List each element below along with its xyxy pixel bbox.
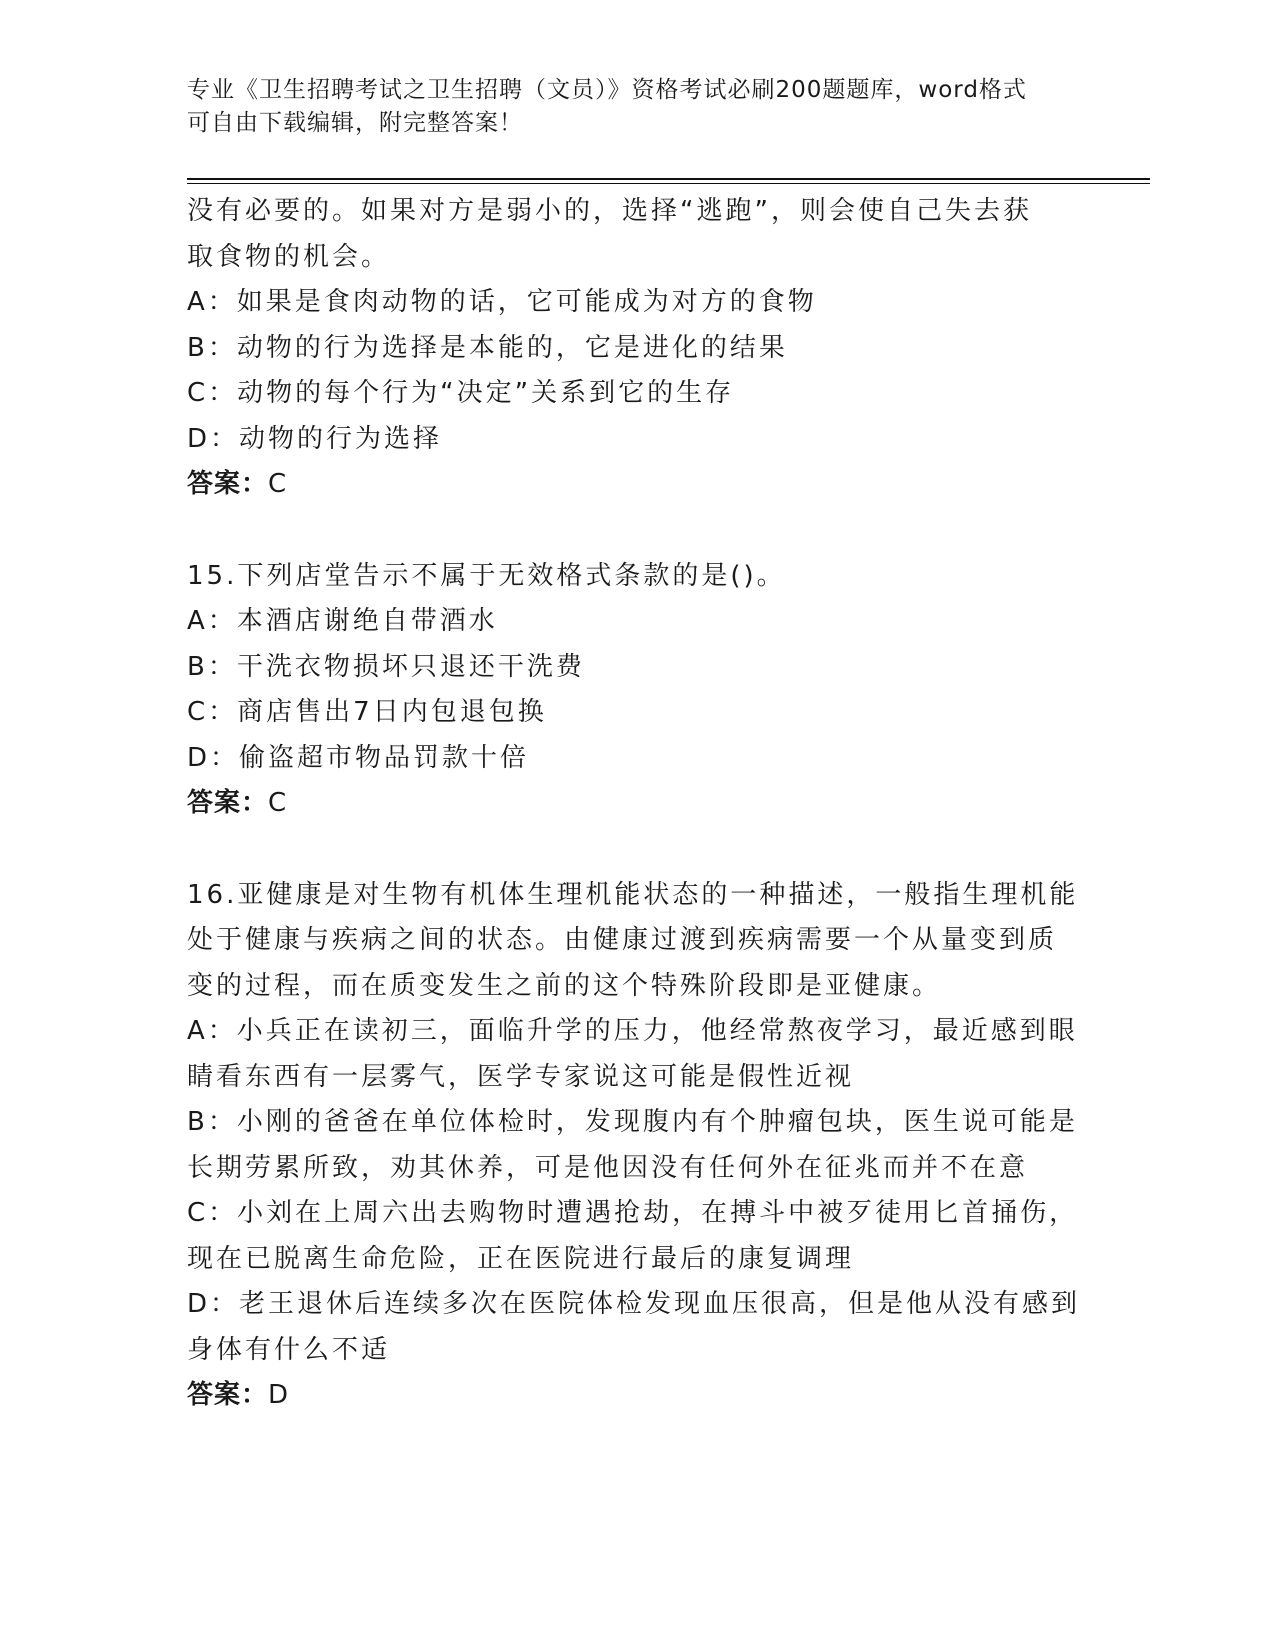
option-d: D：偷盗超市物品罚款十倍 [187, 742, 530, 773]
answer-line [187, 462, 1087, 508]
spacer [187, 508, 1087, 554]
answer-line [187, 781, 1087, 827]
question-text-line: 取食物的机会。 [187, 241, 391, 272]
option-a: A：如果是食肉动物的话，它可能成为对方的食物 [187, 287, 817, 317]
question-text-line: 变的过程，而在质变发生之前的这个特殊阶段即是亚健康。 [187, 970, 942, 1001]
option-b-continued: 长期劳累所致，劝其休养，可是他因没有任何外在征兆而并不在意 [187, 1152, 1029, 1183]
option-c: C：动物的每个行为“决定”关系到它的生存 [187, 378, 735, 408]
option-d: D：老王退休后连续多次在医院体检发现血压很高，但是他从没有感到 [187, 1289, 1081, 1319]
header-line-2: 可自由下载编辑，附完整答案！ [187, 110, 523, 136]
answer-label: 答案： [187, 788, 269, 818]
option-b: B：动物的行为选择是本能的，它是进化的结果 [187, 332, 788, 363]
questions-body [187, 189, 1087, 1419]
option-b: B：干洗衣物损坏只退还干洗费 [187, 651, 585, 682]
answer-line [187, 1373, 1087, 1419]
option-a: A：小兵正在读初三，面临升学的压力，他经常熬夜学习，最近感到眼 [187, 1016, 1078, 1046]
page-header [187, 74, 1067, 140]
answer-value: D [268, 1380, 290, 1410]
header-line-1: 专业《卫生招聘考试之卫生招聘（文员）》资格考试必刷200题题库，word格式 [187, 77, 1027, 103]
header-rule-thin [187, 183, 1150, 184]
header-rule-thick [187, 178, 1150, 180]
answer-label: 答案： [187, 469, 269, 499]
option-a-continued: 睛看东西有一层雾气，医学专家说这可能是假性近视 [187, 1061, 855, 1092]
spacer [187, 827, 1087, 873]
answer-value: C [268, 469, 288, 499]
option-d: D：动物的行为选择 [187, 423, 443, 454]
option-b: B：小刚的爸爸在单位体检时，发现腹内有个肿瘤包块，医生说可能是 [187, 1107, 1078, 1137]
question-15 [187, 554, 1087, 827]
answer-value: C [268, 788, 288, 818]
option-a: A：本酒店谢绝自带酒水 [187, 606, 498, 636]
question-text-line: 15.下列店堂告示不属于无效格式条款的是()。 [187, 560, 786, 591]
question-text-line: 没有必要的。如果对方是弱小的，选择“逃跑”，则会使自己失去获 [187, 196, 1032, 226]
answer-label: 答案： [187, 1380, 269, 1410]
question-text-line: 处于健康与疾病之间的状态。由健康过渡到疾病需要一个从量变到质 [187, 925, 1058, 955]
question-16 [187, 873, 1087, 1419]
option-d-continued: 身体有什么不适 [187, 1334, 391, 1365]
option-c: C：小刘在上周六出去购物时遭遇抢劫，在搏斗中被歹徒用匕首捅伤， [187, 1198, 1079, 1228]
question-text-line: 16.亚健康是对生物有机体生理机能状态的一种描述，一般指生理机能 [187, 879, 1079, 910]
option-c: C：商店售出7日内包退包换 [187, 697, 547, 727]
option-c-continued: 现在已脱离生命危险，正在医院进行最后的康复调理 [187, 1243, 855, 1274]
question-14-continued [187, 189, 1087, 508]
